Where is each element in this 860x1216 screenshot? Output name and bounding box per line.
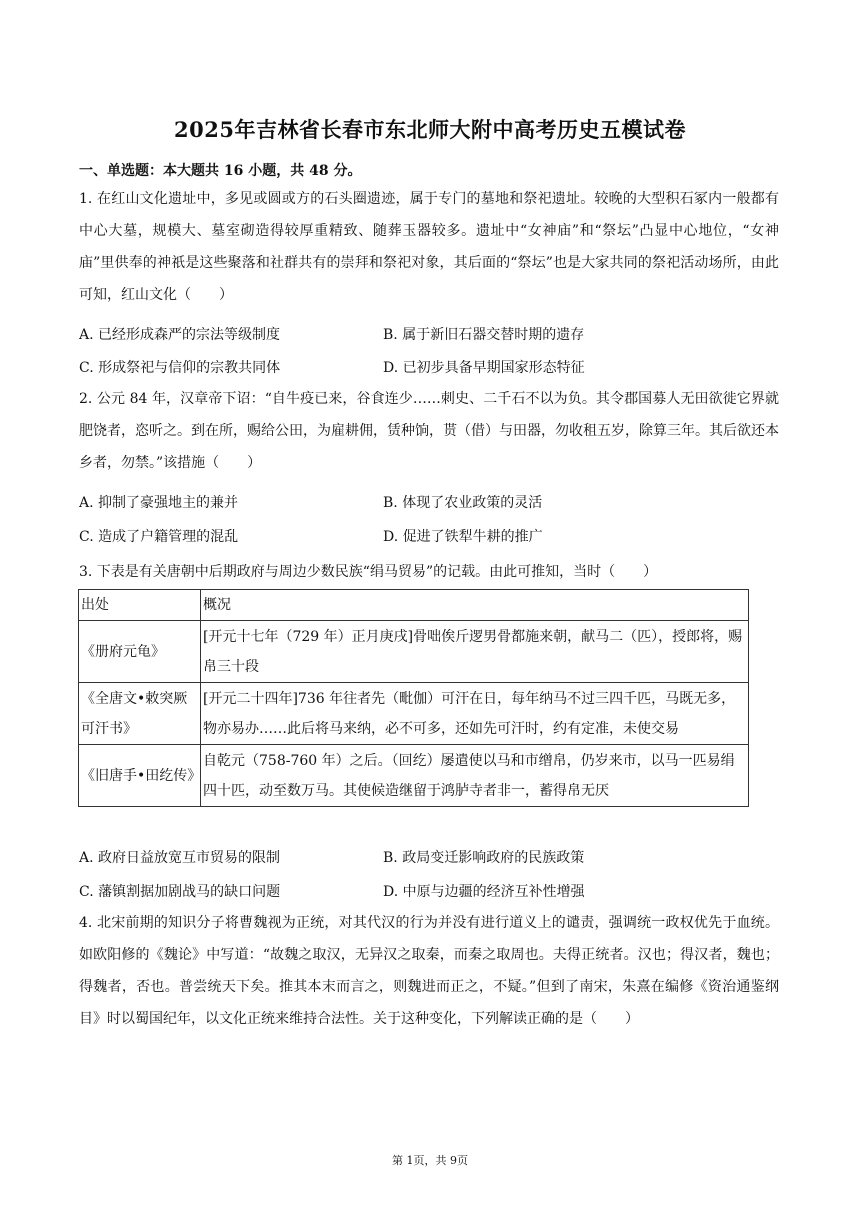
table-row [79,621,749,683]
question-1-option-c[interactable]: C. 形成祭祀与信仰的宗教共同体 [79,360,281,376]
table-header-row [79,590,749,621]
table-row [79,745,749,807]
table-cell-source: 《旧唐手•田纥传》 [79,745,201,807]
exam-title: 2025年吉林省长春市东北师大附中高考历史五模试卷 [174,117,686,142]
question-2-option-a[interactable]: A. 抑制了豪强地主的兼并 [79,495,239,511]
question-3-option-b[interactable]: B. 政局变迁影响政府的民族政策 [383,850,585,866]
question-1-option-a[interactable]: A. 已经形成森严的宗法等级制度 [79,327,281,343]
table-cell-source: 《册府元龟》 [79,621,201,683]
question-1-stem: 1. 在红山文化遗址中，多见或圆或方的石头圈遗迹，属于专门的墓地和祭祀遗址。较晚的大型积石冢内一般都有中心大墓，规模大、墓室砌造得较厚重精致、随葬玉器较多。遗址中“女神庙”和“祭坛”凸显中心地位，“女神庙”里供奉的神祇是这些聚落和社群共有的崇拜和祭祀对象，其后面的“祭坛”也是大家共同的祭祀活动场所，由此可知，红山文化（ ） [79,191,779,303]
question-2-option-d[interactable]: D. 促进了铁犁牛耕的推广 [383,529,543,545]
page-footer: 第 1页，共 9页 [392,1154,468,1167]
question-3-option-c[interactable]: C. 藩镇割据加剧战马的缺口问题 [79,884,281,900]
question-1-option-d[interactable]: D. 已初步具备早期国家形态特征 [383,360,585,376]
table-header-cell: 概况 [201,590,749,621]
table-row [79,683,749,745]
trade-records-table [78,589,749,807]
question-3-stem: 3. 下表是有关唐朝中后期政府与周边少数民族“绢马贸易”的记载。由此可推知，当时（ ） [79,564,658,580]
table-cell-summary: [开元十七年（729 年）正月庚戌]骨咄俟斤逻男骨都施来朝，献马二（匹），授郎将，赐帛三十段 [201,621,749,683]
question-2-option-b[interactable]: B. 体现了农业政策的灵活 [383,495,543,511]
question-2-stem: 2. 公元 84 年，汉章帝下诏：“自牛疫已来，谷食连少……刺史、二千石不以为负。其令郡国募人无田欲徙它界就肥饶者，恣听之。到在所，赐给公田，为雇耕佣，赁种饷，贳（借）与田器，勿收租五岁，除算三年。其后欲还本乡者，勿禁。”该措施（ ） [79,391,779,471]
question-3-option-a[interactable]: A. 政府日益放宽互市贸易的限制 [79,850,281,866]
table-cell-summary: [开元二十四年]736 年往者先（毗伽）可汗在日，每年纳马不过三四千匹，马既无多，物亦易办……此后将马来纳，必不可多，还如先可汗时，约有定准，未使交易 [201,683,749,745]
table-cell-source: 《全唐文•敕突厥可汗书》 [79,683,201,745]
question-3-option-d[interactable]: D. 中原与边疆的经济互补性增强 [383,884,585,900]
question-1-option-b[interactable]: B. 属于新旧石器交替时期的遗存 [383,327,585,343]
question-2-option-c[interactable]: C. 造成了户籍管理的混乱 [79,529,239,545]
question-4-stem: 4. 北宋前期的知识分子将曹魏视为正统，对其代汉的行为并没有进行道义上的谴责，强调统一政权优先于血统。如欧阳修的《魏论》中写道：“故魏之取汉，无异汉之取秦，而秦之取周也。夫得正统者。汉也；得汉者，魏也；得魏者，否也。普尝统天下矣。推其本末而言之，则魏进而正之，不疑。”但到了南宋，朱熹在编修《资治通鉴纲目》时以蜀国纪年，以文化正统来维持合法性。关于这种变化，下列解读正确的是（ ） [79,915,779,1027]
section-heading: 一、单选题：本大题共 16 小题，共 48 分。 [79,163,362,179]
table-header-cell: 出处 [79,590,201,621]
table-cell-summary: 自乾元（758-760 年）之后。（回纥）屡遣使以马和市缯帛，仍岁来市，以马一匹易绢四十匹，动至数万马。其使候造继留于鸿胪寺者非一，蓄得帛无厌 [201,745,749,807]
